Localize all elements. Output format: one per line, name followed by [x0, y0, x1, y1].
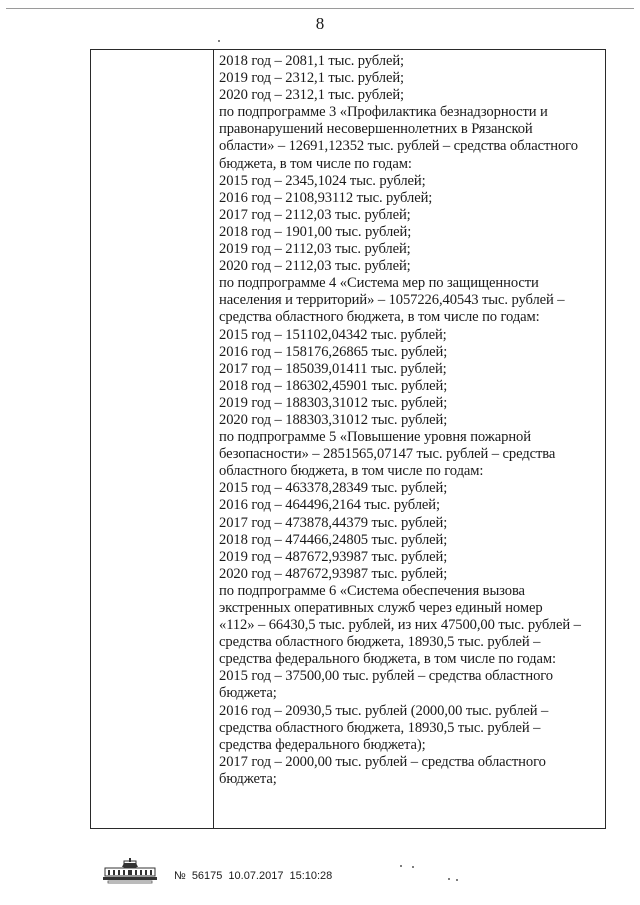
table-text-line: 2015 год – 463378,28349 тыс. рублей;	[219, 480, 448, 497]
table-column-divider	[213, 50, 214, 828]
table-text-line: средства федерального бюджета, в том числе по годам:	[219, 651, 556, 668]
document-table	[90, 49, 606, 829]
table-text-line: 2020 год – 487672,93987 тыс. рублей;	[219, 565, 448, 582]
number-sign: №	[174, 870, 186, 882]
table-text-line: средства областного бюджета, 18930,5 тыс. рублей –	[219, 719, 541, 736]
table-text-line: бюджета, в том числе по годам:	[219, 155, 412, 172]
document-number: 56175	[191, 870, 223, 882]
table-text-line: бюджета;	[219, 770, 277, 787]
table-text-line: 2019 год – 2112,03 тыс. рублей;	[219, 241, 411, 258]
table-text-line: 2016 год – 158176,26865 тыс. рублей;	[219, 343, 448, 360]
table-text-cell	[219, 53, 604, 788]
table-text-line: 2019 год – 2312,1 тыс. рублей;	[219, 70, 404, 87]
table-text-line: 2020 год – 188303,31012 тыс. рублей;	[219, 411, 448, 428]
table-text-line: 2015 год – 37500,00 тыс. рублей – средства областного	[219, 668, 553, 685]
table-text-line: экстренных оперативных служб через единый номер	[219, 600, 543, 616]
table-text-line: 2016 год – 2108,93112 тыс. рублей;	[219, 189, 433, 206]
table-text-line: 2020 год – 2112,03 тыс. рублей;	[219, 258, 411, 275]
document-time: 15:10:28	[289, 870, 333, 882]
table-text-line: по подпрограмме 6 «Система обеспечения вызова	[219, 582, 525, 599]
page-number: 8	[315, 14, 325, 33]
table-text-line: 2017 год – 185039,01411 тыс. рублей;	[219, 360, 447, 377]
table-text-line: 2017 год – 2112,03 тыс. рублей;	[219, 206, 411, 223]
table-text-line: 2017 год – 2000,00 тыс. рублей – средства областного	[219, 753, 546, 770]
table-text-line: средства федерального бюджета);	[219, 736, 426, 753]
table-text-line: 2016 год – 464496,2164 тыс. рублей;	[219, 497, 440, 514]
table-text-line: 2018 год – 1901,00 тыс. рублей;	[219, 223, 412, 240]
table-text-line: по подпрограмме 5 «Повышение уровня пожарной	[219, 429, 531, 446]
table-text-line: «112» – 66430,5 тыс. рублей, из них 47500,00 тыс. рублей –	[219, 617, 581, 634]
footer-stamp	[102, 858, 342, 888]
table-text-line: средства областного бюджета, 18930,5 тыс. рублей –	[219, 634, 541, 651]
table-text-line: 2019 год – 487672,93987 тыс. рублей;	[219, 548, 448, 565]
table-text-line: области» – 12691,12352 тыс. рублей – средства областного	[219, 138, 578, 155]
table-text-line: 2020 год – 2312,1 тыс. рублей;	[219, 87, 404, 104]
table-text-line: по подпрограмме 4 «Система мер по защищенности	[219, 275, 539, 292]
table-text-line: областного бюджета, в том числе по годам:	[219, 463, 484, 480]
table-text-line: 2019 год – 188303,31012 тыс. рублей;	[219, 394, 448, 411]
document-stamp-text	[174, 870, 338, 882]
table-text-line: безопасности» – 2851565,07147 тыс. рублей – средства	[219, 446, 556, 463]
table-text-line: 2018 год – 186302,45901 тыс. рублей;	[219, 377, 448, 394]
table-text-line: 2016 год – 20930,5 тыс. рублей (2000,00 тыс. рублей –	[219, 702, 549, 719]
table-text-line: населения и территорий» – 1057226,40543 тыс. рублей –	[219, 292, 565, 309]
top-rule	[6, 8, 634, 9]
table-text-line: 2015 год – 2345,1024 тыс. рублей;	[219, 172, 426, 189]
table-text-line: бюджета;	[219, 685, 277, 702]
government-building-emblem-icon	[102, 858, 158, 884]
table-text-line: по подпрограмме 3 «Профилактика безнадзорности и	[219, 104, 548, 121]
document-date: 10.07.2017	[228, 870, 284, 882]
table-text-line: 2018 год – 474466,24805 тыс. рублей;	[219, 531, 448, 548]
table-text-line: средства областного бюджета, в том числе по годам:	[219, 309, 540, 326]
table-text-line: 2015 год – 151102,04342 тыс. рублей;	[219, 326, 447, 343]
table-text-line: правонарушений несовершеннолетних в Рязанской	[219, 121, 533, 138]
table-text-line: 2017 год – 473878,44379 тыс. рублей;	[219, 514, 448, 531]
table-text-line: 2018 год – 2081,1 тыс. рублей;	[219, 53, 404, 69]
